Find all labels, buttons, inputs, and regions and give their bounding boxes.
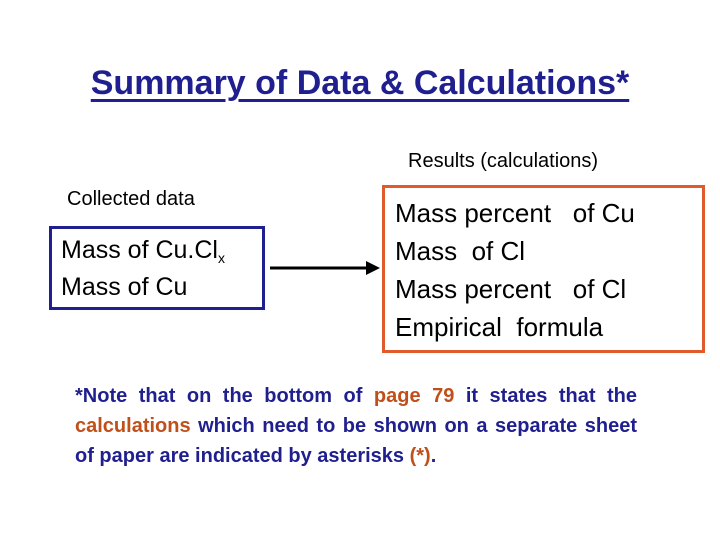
collected-item-mass-cucl-text: Mass of Cu.Cl <box>61 236 218 264</box>
page-title: Summary of Data & Calculations* <box>90 64 630 102</box>
note-calculations-highlight: calculations <box>75 415 191 437</box>
note-paragraph <box>75 381 637 471</box>
collected-item-mass-cucl <box>61 236 225 266</box>
collected-data-box <box>49 226 265 310</box>
note-text-part3: which need to be shown on a separate sheet of paper are indicated by asterisks <box>75 415 637 467</box>
result-item-mass-percent-cl: Mass percent of Cl <box>395 274 627 304</box>
note-text-part2: it states that the <box>454 385 638 407</box>
note-page-reference: page 79 <box>373 385 455 407</box>
collected-item-subscript: x <box>217 250 225 266</box>
note-text-part1: *Note that on the bottom of <box>75 385 374 407</box>
collected-data-label: Collected data <box>67 188 195 210</box>
results-label: Results (calculations) <box>408 150 599 172</box>
right-arrow-icon <box>270 258 380 278</box>
result-item-mass-percent-cu: Mass percent of Cu <box>395 198 635 228</box>
result-item-empirical-formula: Empirical formula <box>395 312 604 342</box>
result-item-mass-cl: Mass of Cl <box>395 236 526 266</box>
results-box <box>382 185 705 353</box>
note-asterisk-reference: (*) <box>409 445 431 467</box>
note-text-part4: . <box>430 445 437 467</box>
collected-item-mass-cu: Mass of Cu <box>61 273 188 301</box>
